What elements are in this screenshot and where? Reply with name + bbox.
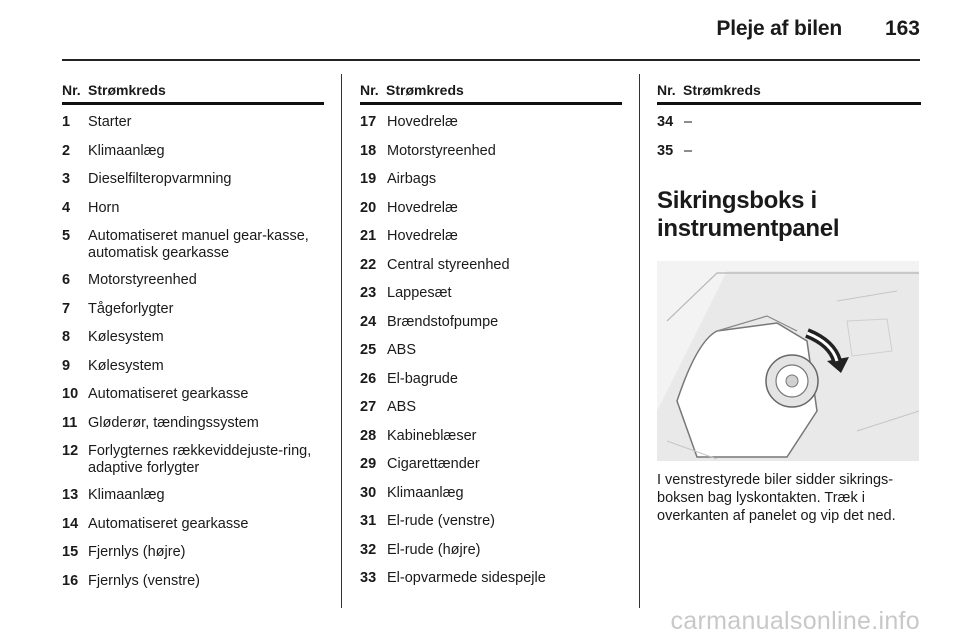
circuit-name: Dieselfilteropvarmning [88,171,232,187]
table-row [360,133,622,162]
table-row [360,218,622,247]
section-title: Sikringsboks i instrumentpanel [657,187,840,242]
table-row [360,418,622,447]
circuit-name: Cigarettænder [387,456,480,472]
fuse-number: 30 [360,484,377,501]
circuit-name: Central styreenhed [387,256,510,273]
circuit-name: Motorstyreenhed [387,142,496,159]
header-circuit: Strømkreds [683,82,761,98]
fuse-number: 12 [62,443,79,459]
circuit-name: Forlygternes rækkeviddejuste-ring, adaptive forlygter [88,443,312,476]
circuit-name: Automatiseret manuel gear-kasse, automatisk gearkasse [88,228,309,261]
table-rows [360,105,622,589]
fuse-number: 3 [62,171,71,187]
header-nr: Nr. [360,82,379,98]
circuit-name: Starter [88,114,132,130]
circuit-name: Automatiseret gearkasse [88,386,249,402]
circuit-name: El-rude (venstre) [387,513,495,529]
circuit-name: Lappesæt [387,285,452,301]
table-row [62,433,324,477]
table-row [62,319,324,348]
circuit-name: Fjernlys (venstre) [88,572,200,589]
table-row [62,218,324,262]
fuse-number: 27 [360,399,377,415]
fuse-number: 19 [360,171,377,187]
fuse-number: 16 [62,572,79,589]
watermark: carmanualsonline.info [670,607,920,635]
table-row [360,503,622,532]
fuse-number: 25 [360,342,377,358]
fuse-number: 35 [657,142,674,159]
fuse-number: 29 [360,456,377,472]
fuse-box-drawing [657,261,919,461]
circuit-name: El-bagrude [387,370,458,387]
table-row [360,247,622,276]
table-row [360,275,622,304]
header-circuit: Strømkreds [88,82,166,98]
circuit-name: Fjernlys (højre) [88,544,186,560]
fuse-number: 15 [62,544,79,560]
circuit-name: El-opvarmede sidespejle [387,570,546,586]
fuse-number: 22 [360,256,377,273]
section-caption: I venstrestyrede biler sidder sikrings-boksen bag lyskontakten. Træk i overkanten af panelet og vip det ned. [657,472,896,524]
table-row [62,376,324,405]
column-divider [639,74,640,608]
fuse-number: 33 [360,570,377,586]
fuse-number: 4 [62,199,71,216]
table-row [360,389,622,418]
header-nr: Nr. [657,82,676,98]
circuit-name: Tågeforlygter [88,300,174,317]
circuit-name: Gløderør, tændingssystem [88,414,259,431]
table-row [62,348,324,377]
circuit-name: Hovedrelæ [387,228,458,244]
fuse-number: 24 [360,313,377,330]
circuit-name: Brændstofpumpe [387,313,499,330]
table-row [62,190,324,219]
table-row [62,291,324,320]
circuit-name: Kølesystem [88,357,164,374]
table-row [62,161,324,190]
circuit-name: Klimaanlæg [387,484,464,501]
table-row [360,446,622,475]
table-row [657,105,921,133]
circuit-name: Automatiseret gearkasse [88,515,249,532]
table-row [360,560,622,589]
table-header [657,80,921,105]
fuse-number: 10 [62,386,79,402]
fuse-number: 8 [62,329,71,345]
fuse-number: 11 [62,414,78,431]
circuit-name: Motorstyreenhed [88,272,197,288]
circuit-name: Klimaanlæg [88,487,165,503]
table-row [360,532,622,561]
circuit-name: – [684,114,693,130]
fuse-number: 21 [360,228,377,244]
fuse-number: 32 [360,541,377,558]
table-row [62,133,324,162]
table-row [62,262,324,291]
table-row [360,161,622,190]
table-header [360,80,622,105]
fuse-number: 26 [360,370,377,387]
circuit-name: – [684,142,693,159]
fuse-number: 23 [360,285,377,301]
page-title: Pleje af bilen [716,17,842,40]
table-row [62,563,324,592]
fuse-number: 9 [62,357,71,374]
fuse-table-column-2 [360,80,622,589]
fuse-box-illustration [657,261,919,461]
circuit-name: Horn [88,199,120,216]
table-row [360,361,622,390]
fuse-table-column-1 [62,80,324,591]
fuse-number: 34 [657,114,674,130]
circuit-name: ABS [387,399,417,415]
circuit-name: Kabineblæser [387,427,477,444]
table-row [360,304,622,333]
header-nr: Nr. [62,82,81,98]
fuse-number: 7 [62,300,71,317]
table-rows [62,105,324,591]
table-header [62,80,324,105]
circuit-name: Airbags [387,171,437,187]
header-circuit: Strømkreds [386,82,464,98]
table-row [62,477,324,506]
table-row [360,105,622,133]
circuit-name: Hovedrelæ [387,114,458,130]
fuse-table-column-3 [657,80,921,525]
fuse-number: 28 [360,427,377,444]
header-rule [62,59,920,61]
fuse-number: 18 [360,142,377,159]
table-row [360,475,622,504]
circuit-name: Kølesystem [88,329,164,345]
fuse-number: 1 [62,114,71,130]
fuse-number: 14 [62,515,79,532]
fuse-number: 20 [360,199,377,216]
table-row [62,534,324,563]
table-row [62,506,324,535]
fuse-number: 31 [360,513,377,529]
fuse-number: 17 [360,114,377,130]
circuit-name: El-rude (højre) [387,541,481,558]
page-number: 163 [884,17,920,40]
table-row [657,133,921,162]
page-header [0,0,960,60]
column-divider [341,74,342,608]
circuit-name: ABS [387,342,417,358]
circuit-name: Klimaanlæg [88,142,165,159]
fuse-number: 13 [62,487,79,503]
fuse-number: 5 [62,228,71,244]
table-row [360,332,622,361]
table-row [62,105,324,133]
circuit-name: Hovedrelæ [387,199,458,216]
table-row [62,405,324,434]
fuse-number: 6 [62,272,71,288]
table-row [360,190,622,219]
fuse-number: 2 [62,142,71,159]
table-rows [657,105,921,161]
